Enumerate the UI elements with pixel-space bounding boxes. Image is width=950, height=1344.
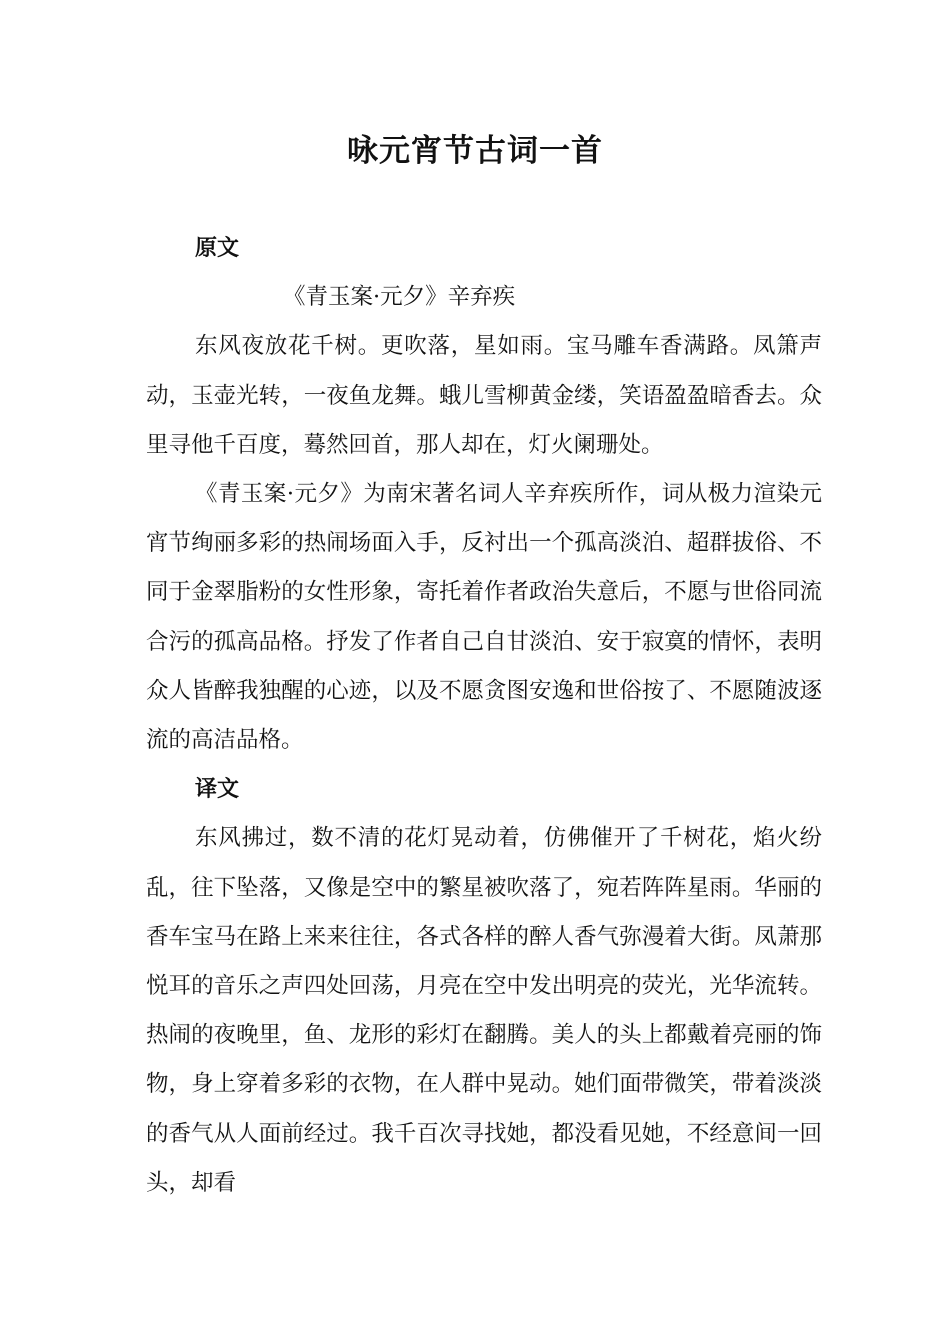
analysis-paragraph: 《青玉案·元夕》为南宋著名词人辛弃疾所作，词从极力渲染元宵节绚丽多彩的热闹场面入手，反衬出一个孤高淡泊、超群拔俗、不同于金翠脂粉的女性形象，寄托着作者政治失意后，不愿与世俗同流合污的孤高品格。抒发了作者自己自甘淡泊、安于寂寞的情怀，表明众人皆醉我独醒的心迹，以及不愿贪图安逸和世俗按了、不愿随波逐流的高洁品格。: [146, 481, 822, 754]
translation-paragraph: 东风拂过，数不清的花灯晃动着，仿佛催开了千树花，焰火纷乱，往下坠落，又像是空中的繁星被吹落了，宛若阵阵星雨。华丽的香车宝马在路上来来往往，各式各样的醉人香气弥漫着大街。凤萧那悦耳的音乐之声四处回荡，月亮在空中发出明亮的荧光，光华流转。热闹的夜晚里，鱼、龙形的彩灯在翻腾。美人的头上都戴着亮丽的饰物，身上穿着多彩的衣物，在人群中晃动。她们面带微笑，带着淡淡的香气从人面前经过。我千百次寻找她，都没看见她，不经意间一回头，却看: [146, 825, 822, 1196]
document-body: [146, 224, 822, 1208]
poem-byline: 《青玉案·元夕》辛弃疾: [283, 284, 516, 311]
original-text-heading: 原文: [195, 236, 240, 261]
document-title: 咏元宵节古词一首: [347, 133, 603, 169]
poem-text-paragraph: 东风夜放花千树。更吹落，星如雨。宝马雕车香满路。凤箫声动，玉壶光转，一夜鱼龙舞。蛾儿雪柳黄金缕，笑语盈盈暗香去。众里寻他千百度，蓦然回首，那人却在，灯火阑珊处。: [146, 333, 822, 458]
translation-heading: 译文: [195, 777, 240, 803]
